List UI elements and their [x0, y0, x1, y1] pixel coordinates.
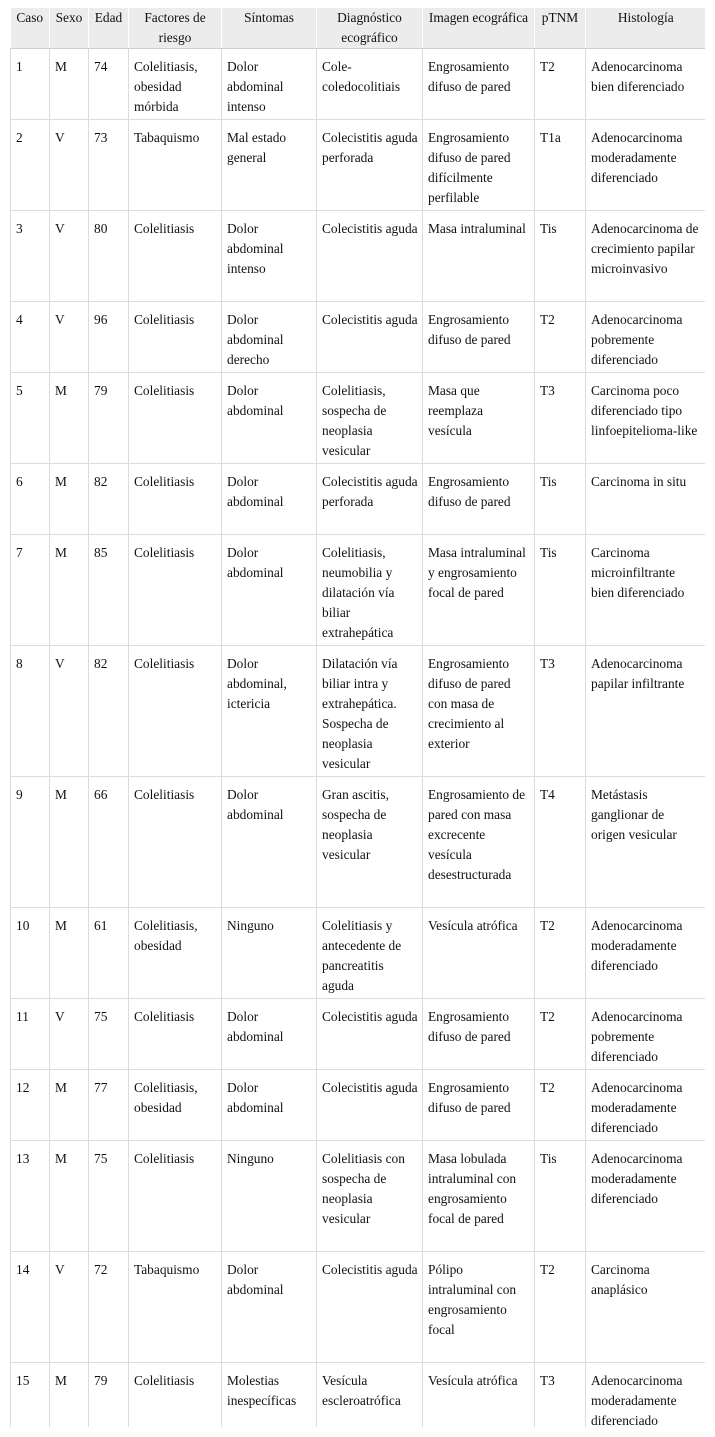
cell-histologia: Metástasis ganglionar de origen vesicular: [586, 777, 706, 908]
cell-imagen-ecografica: Engrosamiento de pared con masa excrecente vesícula desestructurada: [423, 777, 535, 908]
cell-edad: 61: [89, 908, 129, 999]
cell-sintomas: Ninguno: [222, 1141, 317, 1252]
cell-edad: 66: [89, 777, 129, 908]
table-row: [11, 1363, 706, 1428]
cell-edad: 79: [89, 1363, 129, 1428]
cell-factores-de-riesgo: Colelitiasis: [129, 535, 222, 646]
cell-caso: 14: [11, 1252, 50, 1363]
cell-sexo: M: [50, 1141, 89, 1252]
cell-diagnostico-ecografico: Vesícula escleroatrófica: [317, 1363, 423, 1428]
header-edad: Edad: [89, 8, 129, 49]
cell-imagen-ecografica: Engrosamiento difuso de pared difícilmente perfilable: [423, 120, 535, 211]
cell-imagen-ecografica: Engrosamiento difuso de pared: [423, 464, 535, 535]
cell-caso: 3: [11, 211, 50, 302]
cell-diagnostico-ecografico: Colecistitis aguda: [317, 302, 423, 373]
cell-histologia: Carcinoma microinfiltrante bien diferenciado: [586, 535, 706, 646]
cell-ptnm: Tis: [535, 464, 586, 535]
cell-diagnostico-ecografico: Colelitiasis con sospecha de neoplasia vesicular: [317, 1141, 423, 1252]
table-row: [11, 49, 706, 120]
cell-histologia: Adenocarcinoma de crecimiento papilar microinvasivo: [586, 211, 706, 302]
cell-caso: 5: [11, 373, 50, 464]
cell-factores-de-riesgo: Colelitiasis: [129, 1363, 222, 1428]
cell-sintomas: Mal estado general: [222, 120, 317, 211]
table-row: [11, 908, 706, 999]
header-histologia: Histología: [586, 8, 706, 49]
cell-histologia: Adenocarcinoma moderadamente diferenciado: [586, 1363, 706, 1428]
header-sintomas: Síntomas: [222, 8, 317, 49]
header-diagnostico-ecografico: Diagnóstico ecográfico: [317, 8, 423, 49]
cell-imagen-ecografica: Masa que reemplaza vesícula: [423, 373, 535, 464]
cell-ptnm: T3: [535, 1363, 586, 1428]
table-row: [11, 1252, 706, 1363]
cell-ptnm: T2: [535, 1070, 586, 1141]
cell-sintomas: Dolor abdominal: [222, 1252, 317, 1363]
cell-edad: 75: [89, 1141, 129, 1252]
cell-ptnm: T2: [535, 49, 586, 120]
cell-caso: 6: [11, 464, 50, 535]
cell-factores-de-riesgo: Colelitiasis: [129, 999, 222, 1070]
cell-sintomas: Dolor abdominal: [222, 1070, 317, 1141]
cell-imagen-ecografica: Engrosamiento difuso de pared con masa de crecimiento al exterior: [423, 646, 535, 777]
cell-diagnostico-ecografico: Gran ascitis, sospecha de neoplasia vesicular: [317, 777, 423, 908]
cell-imagen-ecografica: Masa lobulada intraluminal con engrosamiento focal de pared: [423, 1141, 535, 1252]
table-body: [11, 49, 706, 1428]
cell-diagnostico-ecografico: Colecistitis aguda: [317, 1070, 423, 1141]
cell-sexo: V: [50, 1252, 89, 1363]
cell-imagen-ecografica: Engrosamiento difuso de pared: [423, 49, 535, 120]
cell-sintomas: Dolor abdominal: [222, 535, 317, 646]
cell-ptnm: T2: [535, 302, 586, 373]
cell-factores-de-riesgo: Colelitiasis, obesidad mórbida: [129, 49, 222, 120]
cell-edad: 82: [89, 464, 129, 535]
cell-diagnostico-ecografico: Colelitiasis, sospecha de neoplasia vesicular: [317, 373, 423, 464]
cell-caso: 15: [11, 1363, 50, 1428]
cell-caso: 8: [11, 646, 50, 777]
cell-imagen-ecografica: Masa intraluminal y engrosamiento focal de pared: [423, 535, 535, 646]
cell-sexo: V: [50, 120, 89, 211]
cell-histologia: Carcinoma anaplásico: [586, 1252, 706, 1363]
cell-imagen-ecografica: Vesícula atrófica: [423, 908, 535, 999]
cell-factores-de-riesgo: Colelitiasis, obesidad: [129, 1070, 222, 1141]
table-row: [11, 211, 706, 302]
cell-caso: 12: [11, 1070, 50, 1141]
cell-factores-de-riesgo: Colelitiasis, obesidad: [129, 908, 222, 999]
cell-caso: 7: [11, 535, 50, 646]
cell-sexo: M: [50, 1363, 89, 1428]
cell-ptnm: Tis: [535, 211, 586, 302]
table-row: [11, 1141, 706, 1252]
header-factores-de-riesgo: Factores de riesgo: [129, 8, 222, 49]
cell-histologia: Adenocarcinoma pobremente diferenciado: [586, 999, 706, 1070]
cell-diagnostico-ecografico: Colecistitis aguda perforada: [317, 120, 423, 211]
table-row: [11, 646, 706, 777]
cell-caso: 10: [11, 908, 50, 999]
cell-histologia: Carcinoma in situ: [586, 464, 706, 535]
cell-sexo: V: [50, 646, 89, 777]
cell-caso: 13: [11, 1141, 50, 1252]
cell-sexo: M: [50, 908, 89, 999]
cell-ptnm: T3: [535, 646, 586, 777]
table-header: [11, 8, 706, 49]
cell-diagnostico-ecografico: Dilatación vía biliar intra y extrahepática. Sospecha de neoplasia vesicular: [317, 646, 423, 777]
cell-ptnm: T1a: [535, 120, 586, 211]
table-row: [11, 1070, 706, 1141]
cell-factores-de-riesgo: Colelitiasis: [129, 777, 222, 908]
cases-table: [10, 8, 705, 1427]
cell-factores-de-riesgo: Colelitiasis: [129, 464, 222, 535]
cell-sexo: M: [50, 464, 89, 535]
cell-edad: 77: [89, 1070, 129, 1141]
cell-edad: 73: [89, 120, 129, 211]
table-row: [11, 464, 706, 535]
cell-caso: 9: [11, 777, 50, 908]
cell-sintomas: Dolor abdominal intenso: [222, 211, 317, 302]
cell-diagnostico-ecografico: Colelitiasis, neumobilia y dilatación vía biliar extrahepática: [317, 535, 423, 646]
cell-histologia: Adenocarcinoma moderadamente diferenciado: [586, 120, 706, 211]
cell-sexo: M: [50, 1070, 89, 1141]
cell-sexo: M: [50, 777, 89, 908]
cell-ptnm: T2: [535, 908, 586, 999]
cell-histologia: Adenocarcinoma pobremente diferenciado: [586, 302, 706, 373]
cell-imagen-ecografica: Vesícula atrófica: [423, 1363, 535, 1428]
cell-imagen-ecografica: Masa intraluminal: [423, 211, 535, 302]
cell-factores-de-riesgo: Tabaquismo: [129, 1252, 222, 1363]
cell-caso: 11: [11, 999, 50, 1070]
cell-diagnostico-ecografico: Colecistitis aguda perforada: [317, 464, 423, 535]
cell-edad: 74: [89, 49, 129, 120]
header-caso: Caso: [11, 8, 50, 49]
header-row: [11, 8, 706, 49]
cell-diagnostico-ecografico: Colecistitis aguda: [317, 211, 423, 302]
cell-sintomas: Dolor abdominal: [222, 777, 317, 908]
cell-histologia: Adenocarcinoma moderadamente diferenciado: [586, 908, 706, 999]
cell-factores-de-riesgo: Colelitiasis: [129, 373, 222, 464]
cell-histologia: Carcinoma poco diferenciado tipo linfoepitelioma-like: [586, 373, 706, 464]
cell-sintomas: Molestias inespecíficas: [222, 1363, 317, 1428]
cell-ptnm: T3: [535, 373, 586, 464]
cell-sintomas: Dolor abdominal: [222, 373, 317, 464]
cell-factores-de-riesgo: Tabaquismo: [129, 120, 222, 211]
cell-edad: 82: [89, 646, 129, 777]
cell-edad: 96: [89, 302, 129, 373]
cell-ptnm: Tis: [535, 535, 586, 646]
cell-imagen-ecografica: Engrosamiento difuso de pared: [423, 1070, 535, 1141]
cell-imagen-ecografica: Engrosamiento difuso de pared: [423, 999, 535, 1070]
cell-imagen-ecografica: Pólipo intraluminal con engrosamiento focal: [423, 1252, 535, 1363]
cell-diagnostico-ecografico: Colecistitis aguda: [317, 1252, 423, 1363]
cell-factores-de-riesgo: Colelitiasis: [129, 646, 222, 777]
cell-sexo: M: [50, 535, 89, 646]
cell-sintomas: Ninguno: [222, 908, 317, 999]
cell-factores-de-riesgo: Colelitiasis: [129, 302, 222, 373]
cell-histologia: Adenocarcinoma papilar infiltrante: [586, 646, 706, 777]
table-row: [11, 120, 706, 211]
cell-edad: 80: [89, 211, 129, 302]
cell-caso: 1: [11, 49, 50, 120]
cell-diagnostico-ecografico: Cole-coledocolitiais: [317, 49, 423, 120]
cell-diagnostico-ecografico: Colelitiasis y antecedente de pancreatitis aguda: [317, 908, 423, 999]
cell-edad: 75: [89, 999, 129, 1070]
cell-factores-de-riesgo: Colelitiasis: [129, 211, 222, 302]
cell-ptnm: T2: [535, 999, 586, 1070]
cell-caso: 4: [11, 302, 50, 373]
table-row: [11, 999, 706, 1070]
cell-sintomas: Dolor abdominal derecho: [222, 302, 317, 373]
cell-sintomas: Dolor abdominal: [222, 464, 317, 535]
cell-sexo: V: [50, 999, 89, 1070]
table-row: [11, 535, 706, 646]
cell-sexo: V: [50, 302, 89, 373]
header-sexo: Sexo: [50, 8, 89, 49]
cell-histologia: Adenocarcinoma bien diferenciado: [586, 49, 706, 120]
cell-sexo: V: [50, 211, 89, 302]
header-imagen-ecografica: Imagen ecográfica: [423, 8, 535, 49]
cell-sintomas: Dolor abdominal, ictericia: [222, 646, 317, 777]
cell-sintomas: Dolor abdominal intenso: [222, 49, 317, 120]
table-row: [11, 302, 706, 373]
table-container: [10, 8, 705, 1427]
cell-diagnostico-ecografico: Colecistitis aguda: [317, 999, 423, 1070]
cell-factores-de-riesgo: Colelitiasis: [129, 1141, 222, 1252]
cell-sexo: M: [50, 373, 89, 464]
table-row: [11, 373, 706, 464]
cell-histologia: Adenocarcinoma moderadamente diferenciado: [586, 1141, 706, 1252]
cell-edad: 79: [89, 373, 129, 464]
table-row: [11, 777, 706, 908]
cell-imagen-ecografica: Engrosamiento difuso de pared: [423, 302, 535, 373]
cell-caso: 2: [11, 120, 50, 211]
cell-ptnm: T2: [535, 1252, 586, 1363]
cell-sexo: M: [50, 49, 89, 120]
cell-sintomas: Dolor abdominal: [222, 999, 317, 1070]
cell-ptnm: Tis: [535, 1141, 586, 1252]
cell-edad: 72: [89, 1252, 129, 1363]
cell-histologia: Adenocarcinoma moderadamente diferenciado: [586, 1070, 706, 1141]
header-ptnm: pTNM: [535, 8, 586, 49]
cell-ptnm: T4: [535, 777, 586, 908]
cell-edad: 85: [89, 535, 129, 646]
